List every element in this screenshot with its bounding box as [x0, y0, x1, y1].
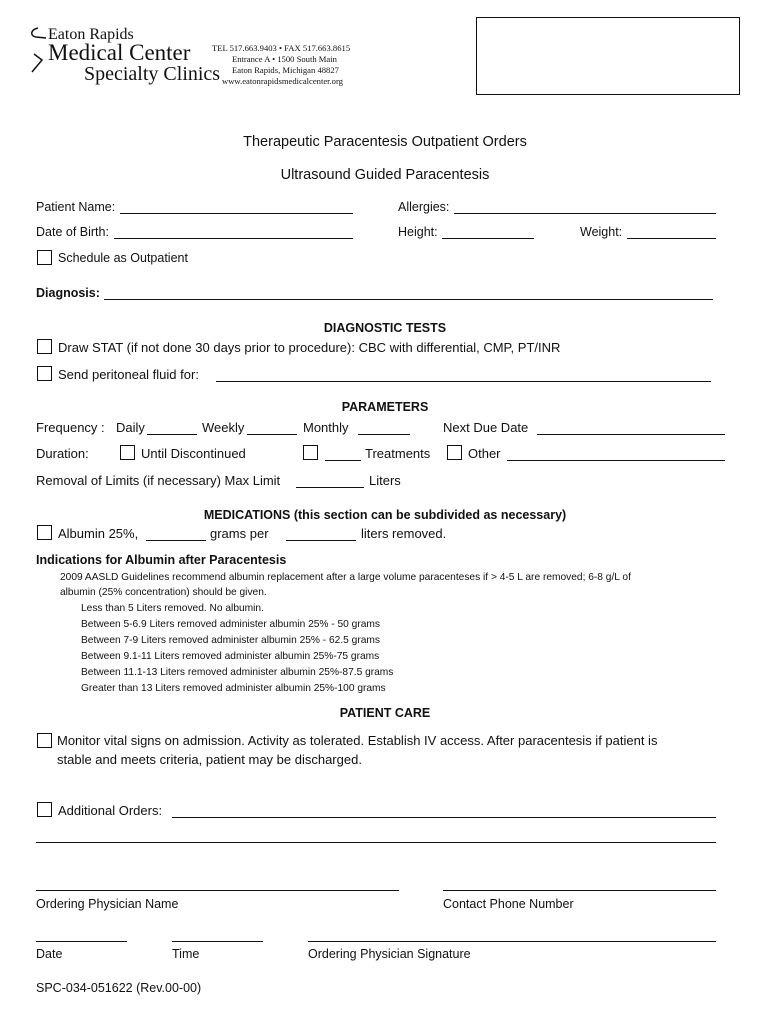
guideline-text-line-1: 2009 AASLD Guidelines recommend albumin replacement after a large volume paracenteses if > 4-5 L are removed; 6-8 g/L of [60, 572, 631, 583]
time-field[interactable] [172, 941, 263, 942]
logo-line-3: Specialty Clinics [84, 63, 221, 85]
additional-orders-checkbox[interactable] [37, 802, 52, 817]
diagnostic-tests-heading: DIAGNOSTIC TESTS [323, 321, 447, 335]
additional-orders-label: Additional Orders: [58, 803, 163, 818]
send-fluid-checkbox[interactable] [37, 366, 52, 381]
albumin-liters-field[interactable] [286, 540, 356, 541]
dose-item: Between 7-9 Liters removed administer albumin 25% - 62.5 grams [81, 635, 380, 646]
diagnosis-field[interactable] [104, 299, 713, 300]
date-field[interactable] [36, 941, 127, 942]
contact-phone-label: Contact Phone Number [443, 897, 574, 911]
patient-label-box[interactable] [476, 17, 740, 95]
schedule-outpatient-checkbox[interactable] [37, 250, 52, 265]
send-fluid-field[interactable] [216, 381, 711, 382]
draw-stat-label: Draw STAT (if not done 30 days prior to procedure): CBC with differential, CMP, PT/INR [58, 340, 561, 355]
next-due-date-field[interactable] [537, 434, 725, 435]
additional-orders-field[interactable] [172, 817, 716, 818]
max-limit-field[interactable] [296, 487, 364, 488]
albumin-prefix: Albumin 25%, [58, 526, 139, 541]
other-label: Other [468, 446, 501, 461]
dob-label: Date of Birth: [36, 225, 109, 239]
other-field[interactable] [507, 460, 725, 461]
until-discontinued-checkbox[interactable] [120, 445, 135, 460]
contact-phone-fax: TEL 517.663.9403 • FAX 517.663.8615 [212, 43, 351, 53]
dob-field[interactable] [114, 238, 353, 239]
monitor-vitals-line-2: stable and meets criteria, patient may be discharged. [57, 752, 362, 767]
next-due-date-label: Next Due Date [443, 420, 529, 435]
frequency-weekly-field[interactable] [247, 434, 297, 435]
frequency-label: Frequency : [36, 420, 105, 435]
physician-name-field[interactable] [36, 890, 399, 891]
physician-name-label: Ordering Physician Name [36, 897, 179, 911]
contact-city: Eaton Rapids, Michigan 48827 [232, 65, 339, 75]
physician-signature-label: Ordering Physician Signature [308, 947, 471, 961]
monitor-vitals-line-1: Monitor vital signs on admission. Activity as tolerated. Establish IV access. After paracentesis if patient is [57, 733, 658, 748]
contact-address: Entrance A • 1500 South Main [232, 54, 337, 64]
dose-item: Greater than 13 Liters removed administer albumin 25%-100 grams [81, 683, 386, 694]
dose-item: Between 9.1-11 Liters removed administer albumin 25%-75 grams [81, 651, 380, 662]
draw-stat-checkbox[interactable] [37, 339, 52, 354]
allergies-label: Allergies: [398, 200, 450, 214]
liters-label: Liters [369, 473, 401, 488]
patient-name-label: Patient Name: [36, 200, 116, 214]
frequency-daily-label: Daily [116, 420, 145, 435]
treatments-count-field[interactable] [325, 460, 361, 461]
until-discontinued-label: Until Discontinued [141, 446, 246, 461]
logo-line-1: Eaton Rapids [48, 26, 134, 43]
albumin-checkbox[interactable] [37, 525, 52, 540]
contact-website: www.eatonrapidsmedicalcenter.org [222, 76, 343, 86]
removal-limits-label: Removal of Limits (if necessary) Max Limit [36, 473, 281, 488]
additional-orders-field-2[interactable] [36, 842, 716, 843]
form-subtitle: Ultrasound Guided Paracentesis [280, 167, 490, 183]
send-fluid-label: Send peritoneal fluid for: [58, 367, 199, 382]
weight-label: Weight: [580, 225, 623, 239]
albumin-grams-per-label: grams per [210, 526, 269, 541]
height-label: Height: [398, 225, 438, 239]
patient-care-heading: PATIENT CARE [339, 706, 431, 720]
patient-name-field[interactable] [120, 213, 353, 214]
albumin-grams-field[interactable] [146, 540, 206, 541]
other-checkbox[interactable] [447, 445, 462, 460]
date-label: Date [36, 947, 63, 961]
duration-label: Duration: [36, 446, 89, 461]
frequency-monthly-field[interactable] [358, 434, 410, 435]
guideline-text-line-2: albumin (25% concentration) should be given. [60, 587, 267, 598]
physician-signature-field[interactable] [308, 941, 716, 942]
contact-phone-field[interactable] [443, 890, 716, 891]
treatments-checkbox[interactable] [303, 445, 318, 460]
allergies-field[interactable] [454, 213, 716, 214]
monitor-vitals-checkbox[interactable] [37, 733, 52, 748]
weight-field[interactable] [627, 238, 716, 239]
height-field[interactable] [442, 238, 534, 239]
parameters-heading: PARAMETERS [341, 400, 429, 414]
dose-item: Between 5-6.9 Liters removed administer albumin 25% - 50 grams [81, 619, 380, 630]
time-label: Time [172, 947, 200, 961]
diagnosis-label: Diagnosis: [36, 286, 100, 300]
dose-item: Less than 5 Liters removed. No albumin. [81, 603, 264, 614]
form-code: SPC-034-051622 (Rev.00-00) [36, 981, 202, 995]
form-title: Therapeutic Paracentesis Outpatient Orders [243, 134, 527, 150]
medications-heading: MEDICATIONS (this section can be subdivided as necessary) [203, 508, 567, 522]
frequency-monthly-label: Monthly [303, 420, 349, 435]
frequency-weekly-label: Weekly [202, 420, 245, 435]
schedule-outpatient-label: Schedule as Outpatient [58, 251, 188, 265]
logo-line-2: Medical Center [48, 40, 191, 65]
dose-item: Between 11.1-13 Liters removed administer albumin 25%-87.5 grams [81, 667, 394, 678]
albumin-indications-heading: Indications for Albumin after Paracentesis [36, 553, 287, 567]
treatments-label: Treatments [365, 446, 431, 461]
frequency-daily-field[interactable] [147, 434, 197, 435]
albumin-liters-removed-label: liters removed. [361, 526, 447, 541]
